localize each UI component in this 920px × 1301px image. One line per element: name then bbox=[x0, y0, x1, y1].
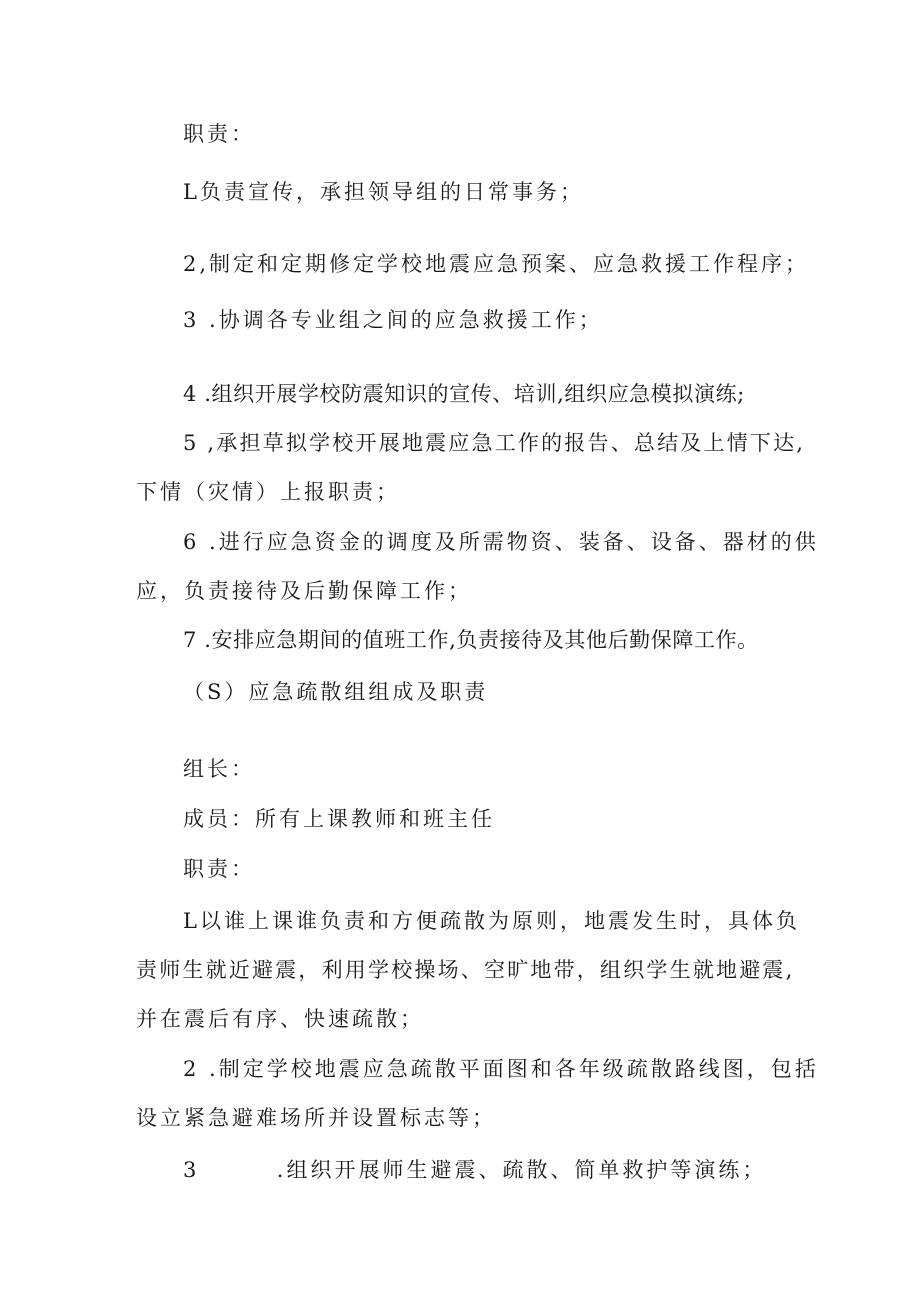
line-item-1-publicity: L负责宣传，承担领导组的日常事务； bbox=[183, 180, 584, 204]
line-item-5-reports: 5 ,承担草拟学校开展地震应急工作的报告、总结及上情下达, bbox=[183, 431, 806, 455]
line-item-7-duty: 7 .安排应急期间的值班工作,负责接待及其他后勤保障工作。 bbox=[183, 628, 759, 652]
line-evac-item-1-cont-1: 责师生就近避震，利用学校操场、空旷地带，组织学生就地避震, bbox=[136, 958, 795, 982]
section-heading-evacuation: （S）应急疏散组组成及职责 bbox=[183, 680, 489, 704]
line-evac-item-2-cont: 设立紧急避难场所并设置标志等； bbox=[136, 1106, 496, 1130]
line-item-2-plans: 2,制定和定期修定学校地震应急预案、应急救援工作程序； bbox=[183, 252, 810, 276]
line-leader: 组长： bbox=[183, 757, 255, 781]
line-item-6-continued: 应，负责接待及后勤保障工作； bbox=[136, 579, 472, 603]
line-item-6-funds: 6 .进行应急资金的调度及所需物资、装备、设备、器材的供 bbox=[183, 530, 819, 554]
line-duties-heading-2: 职责： bbox=[183, 857, 255, 881]
line-item-4-training: 4 .组织开展学校防震知识的宣传、培训,组织应急模拟演练; bbox=[183, 382, 745, 406]
line-duties-heading-1: 职责： bbox=[183, 122, 255, 146]
line-evac-item-1-cont-2: 并在震后有序、快速疏散； bbox=[136, 1007, 424, 1031]
line-members: 成员：所有上课教师和班主任 bbox=[183, 807, 495, 831]
line-item-3-coordinate: 3 .协调各专业组之间的应急救援工作； bbox=[183, 308, 603, 332]
line-evac-item-3: 3 .组织开展师生避震、疏散、简单救护等演练； bbox=[183, 1158, 767, 1182]
line-item-5-continued: 下情（灾情）上报职责； bbox=[136, 480, 400, 504]
line-evac-item-1: L以谁上课谁负责和方便疏散为原则，地震发生时，具体负 bbox=[183, 909, 800, 933]
line-evac-item-2: 2 .制定学校地震应急疏散平面图和各年级疏散路线图，包括 bbox=[183, 1057, 819, 1081]
